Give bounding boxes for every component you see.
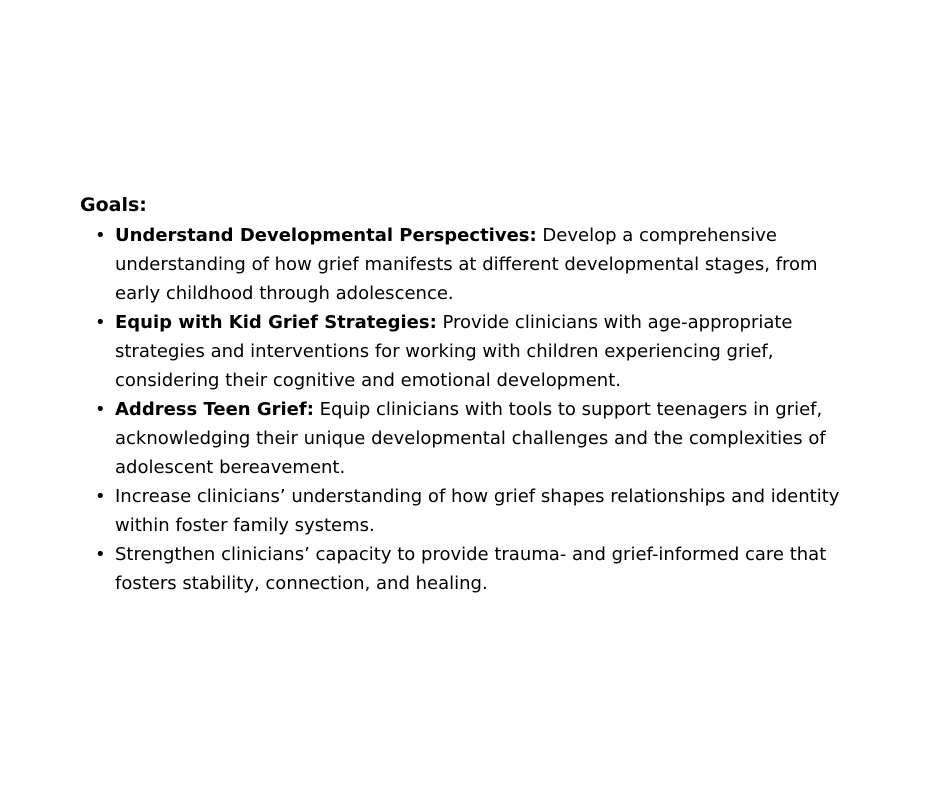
goals-heading: Goals: bbox=[80, 194, 147, 216]
goal-text: Provide clinicians with age-appropriate strategies and interventions for working with children experiencing grief, considering their cognitive and emotional development. bbox=[115, 312, 793, 391]
goal-item-foster-family-systems bbox=[80, 482, 860, 540]
goal-title: Equip with Kid Grief Strategies: bbox=[115, 312, 437, 333]
bullet-icon: • bbox=[95, 312, 106, 333]
goal-item-teen-grief bbox=[80, 395, 860, 482]
goal-text: Strengthen clinicians’ capacity to provide trauma- and grief-informed care that fosters stability, connection, and healing. bbox=[115, 544, 827, 594]
goal-text: Develop a comprehensive understanding of how grief manifests at different developmental stages, from early childhood through adolescence. bbox=[115, 225, 818, 304]
bullet-icon: • bbox=[95, 399, 106, 420]
goal-title: Address Teen Grief: bbox=[115, 399, 314, 420]
bullet-icon: • bbox=[95, 486, 106, 507]
bullet-icon: • bbox=[95, 225, 106, 246]
goals-list bbox=[80, 221, 860, 598]
goal-item-trauma-informed-care bbox=[80, 540, 860, 598]
bullet-icon: • bbox=[95, 544, 106, 565]
goal-title: Understand Developmental Perspectives: bbox=[115, 225, 537, 246]
goal-item-kid-grief-strategies bbox=[80, 308, 860, 395]
goal-text: Increase clinicians’ understanding of how grief shapes relationships and identity within foster family systems. bbox=[115, 486, 840, 536]
goal-text: Equip clinicians with tools to support teenagers in grief, acknowledging their unique developmental challenges and the complexities of adolescent bereavement. bbox=[115, 399, 826, 478]
goals-section bbox=[80, 192, 860, 598]
goal-item-developmental-perspectives bbox=[80, 221, 860, 308]
